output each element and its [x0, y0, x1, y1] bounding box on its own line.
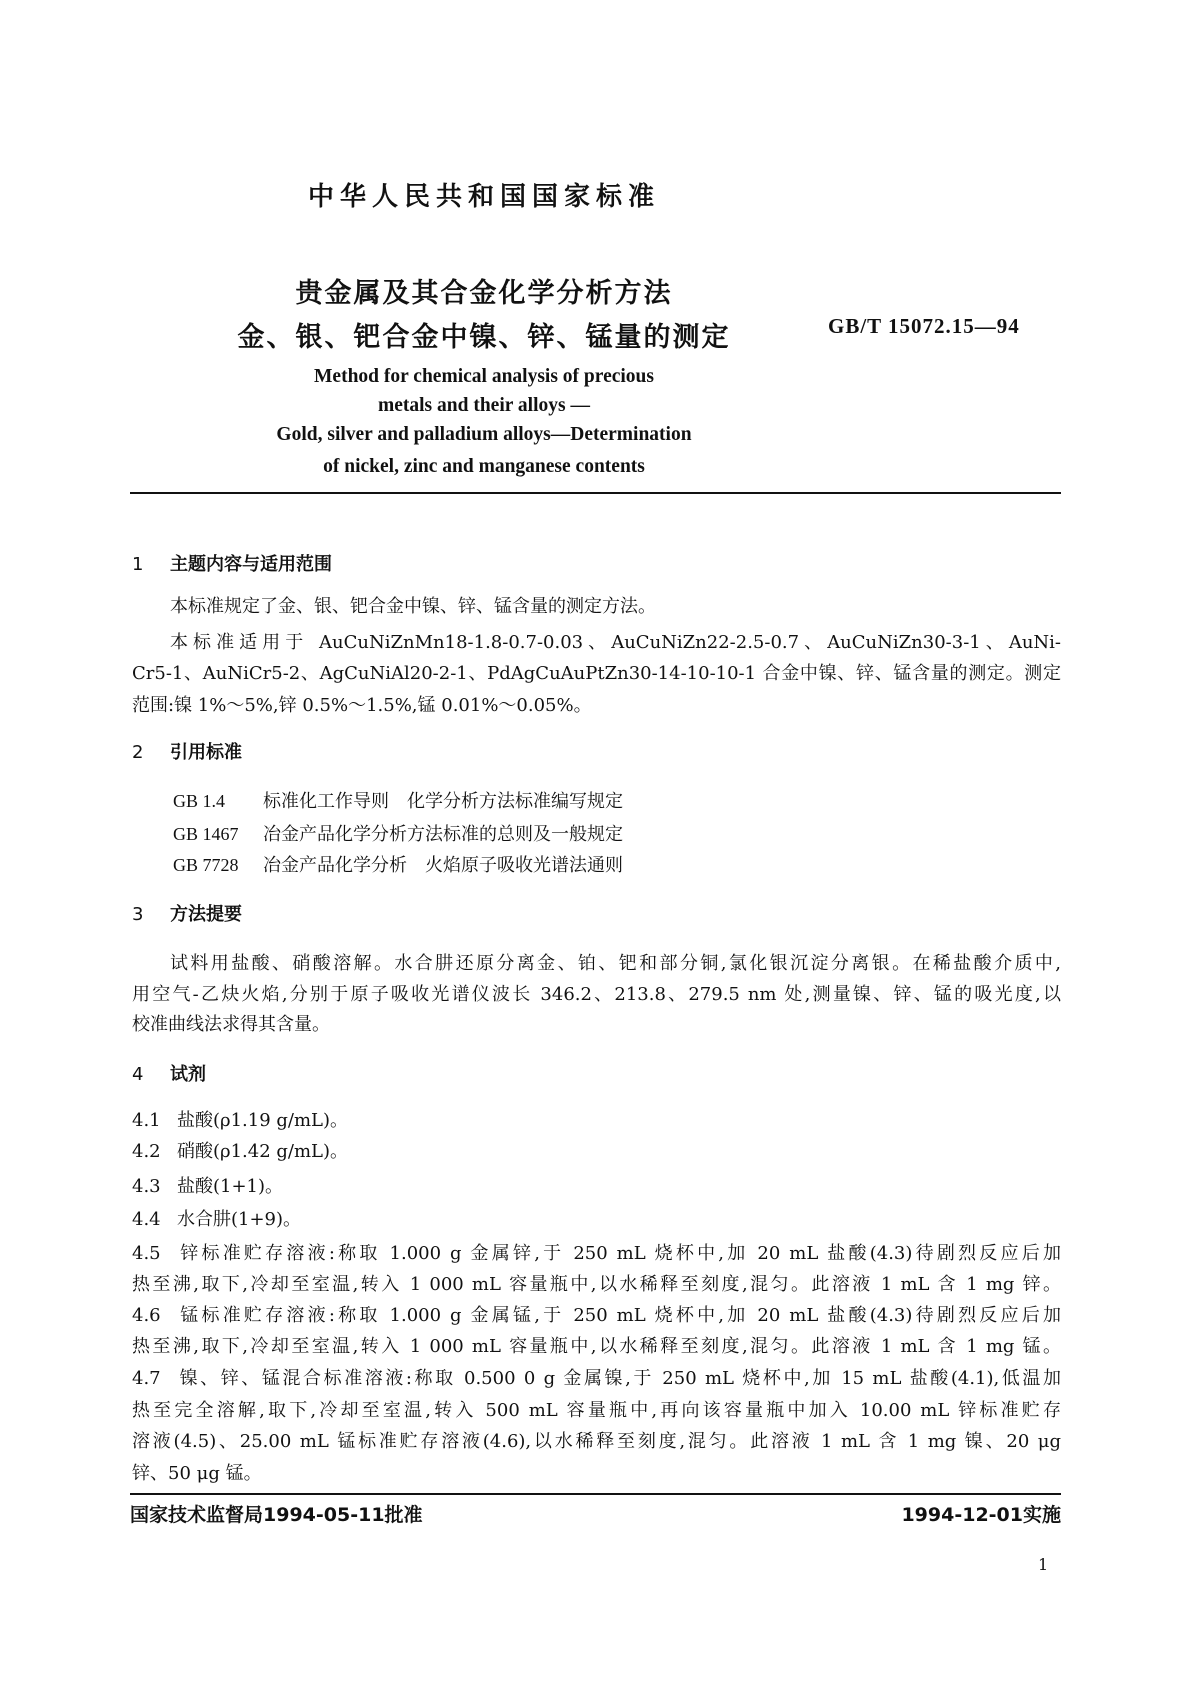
reagent-item [132, 1137, 348, 1163]
reference-title: 冶金产品化学分析方法标准的总则及一般规定 [263, 824, 623, 845]
title-line-1: 贵金属及其合金化学分析方法 [295, 278, 673, 309]
item-number: 4.5 [132, 1243, 161, 1264]
item-text: 盐酸(ρ1.19 g/mL)。 [177, 1110, 349, 1131]
item-number: 4.7 [132, 1368, 161, 1389]
reference-code: GB 1467 [173, 824, 239, 844]
standard-number: GB/T 15072.15—94 [828, 314, 1020, 338]
section-heading [132, 1060, 206, 1086]
reference-item [173, 820, 623, 846]
paragraph-line: 范围:镍 1%～5%,锌 0.5%～1.5%,锰 0.01%～0.05%。 [132, 695, 592, 716]
paragraph-line: 热至沸,取下,冷却至室温,转入 1 000 mL 容量瓶中,以水稀释至刻度,混匀。此溶液 1 mL 含 1 mg 锰。 [132, 1336, 1061, 1357]
item-number: 4.1 [132, 1110, 161, 1131]
section-title: 引用标准 [170, 742, 242, 763]
paragraph-line: 热至完全溶解,取下,冷却至室温,转入 500 mL 容量瓶中,再向该容量瓶中加入 10.00 mL 锌标准贮存 [132, 1400, 1061, 1421]
section-title: 方法提要 [170, 904, 242, 925]
section-title: 试剂 [170, 1064, 206, 1085]
paragraph-line: 校准曲线法求得其含量。 [132, 1014, 330, 1035]
item-number: 4.4 [132, 1209, 161, 1230]
section-number: 1 [132, 554, 144, 575]
item-text: 水合肼(1+9)。 [177, 1209, 302, 1230]
paragraph-line: 试料用盐酸、硝酸溶解。水合肼还原分离金、铂、钯和部分铜,氯化银沉淀分离银。在稀盐酸介质中, [170, 953, 1061, 974]
reference-code: GB 7728 [173, 855, 239, 875]
item-text: 镍、锌、锰混合标准溶液:称取 0.500 0 g 金属镍,于 250 mL 烧杯中,加 15 mL 盐酸(4.1),低温加 [177, 1368, 1061, 1389]
approval-date: 国家技术监督局1994-05-11批准 [130, 1504, 423, 1526]
english-title-line: metals and their alloys — [378, 395, 590, 416]
reference-item [173, 851, 623, 877]
section-number: 4 [132, 1064, 144, 1085]
reagent-item-line [132, 1301, 1061, 1327]
reference-title: 冶金产品化学分析 火焰原子吸收光谱法通则 [263, 855, 623, 876]
paragraph-line: 热至沸,取下,冷却至室温,转入 1 000 mL 容量瓶中,以水稀释至刻度,混匀。此溶液 1 mL 含 1 mg 锌。 [132, 1274, 1061, 1295]
item-text: 盐酸(1+1)。 [177, 1176, 284, 1197]
header-divider [130, 492, 1061, 494]
reagent-item-line [132, 1364, 1061, 1390]
page-number: 1 [1038, 1555, 1049, 1574]
national-standard-heading: 中华人民共和国国家标准 [307, 182, 660, 212]
paragraph-line: 锌、50 μg 锰。 [132, 1463, 262, 1484]
reagent-item-line [132, 1239, 1061, 1265]
english-title-line: Gold, silver and palladium alloys—Determination [276, 424, 692, 445]
paragraph-line: 用空气-乙炔火焰,分别于原子吸收光谱仪波长 346.2、213.8、279.5 nm 处,测量镍、锌、锰的吸光度,以 [132, 984, 1061, 1005]
reagent-item [132, 1106, 348, 1132]
reagent-item [132, 1205, 301, 1231]
paragraph-line: 本标准适用于 AuCuNiZnMn18-1.8-0.7-0.03、AuCuNiZn22-2.5-0.7、AuCuNiZn30-3-1、AuNi- [170, 632, 1061, 653]
section-number: 2 [132, 742, 144, 763]
paragraph-line: 溶液(4.5)、25.00 mL 锰标准贮存溶液(4.6),以水稀释至刻度,混匀。此溶液 1 mL 含 1 mg 镍、20 μg [132, 1431, 1061, 1452]
item-text: 硝酸(ρ1.42 g/mL)。 [177, 1141, 349, 1162]
reference-code: GB 1.4 [173, 791, 226, 811]
item-text: 锰标准贮存溶液:称取 1.000 g 金属锰,于 250 mL 烧杯中,加 20 mL 盐酸(4.3)待剧烈反应后加 [177, 1305, 1061, 1326]
item-text: 锌标准贮存溶液:称取 1.000 g 金属锌,于 250 mL 烧杯中,加 20 mL 盐酸(4.3)待剧烈反应后加 [177, 1243, 1061, 1264]
title-line-2: 金、银、钯合金中镍、锌、锰量的测定 [237, 322, 731, 353]
item-number: 4.6 [132, 1305, 161, 1326]
reference-item [173, 787, 623, 813]
section-title: 主题内容与适用范围 [170, 554, 332, 575]
footer-divider [130, 1493, 1061, 1495]
section-heading [132, 900, 242, 926]
paragraph-line: Cr5-1、AuNiCr5-2、AgCuNiAl20-2-1、PdAgCuAuPtZn30-14-10-10-1 合金中镍、锌、锰含量的测定。测定 [132, 663, 1061, 684]
english-title-line: Method for chemical analysis of precious [314, 366, 654, 387]
effective-date: 1994-12-01实施 [901, 1504, 1061, 1526]
item-number: 4.3 [132, 1176, 161, 1197]
item-number: 4.2 [132, 1141, 161, 1162]
section-heading [132, 738, 242, 764]
section-number: 3 [132, 904, 144, 925]
english-title-line: of nickel, zinc and manganese contents [323, 456, 645, 477]
section-heading [132, 550, 332, 576]
reference-title: 标准化工作导则 化学分析方法标准编写规定 [263, 791, 623, 812]
paragraph-line: 本标准规定了金、银、钯合金中镍、锌、锰含量的测定方法。 [170, 596, 656, 617]
reagent-item [132, 1172, 283, 1198]
